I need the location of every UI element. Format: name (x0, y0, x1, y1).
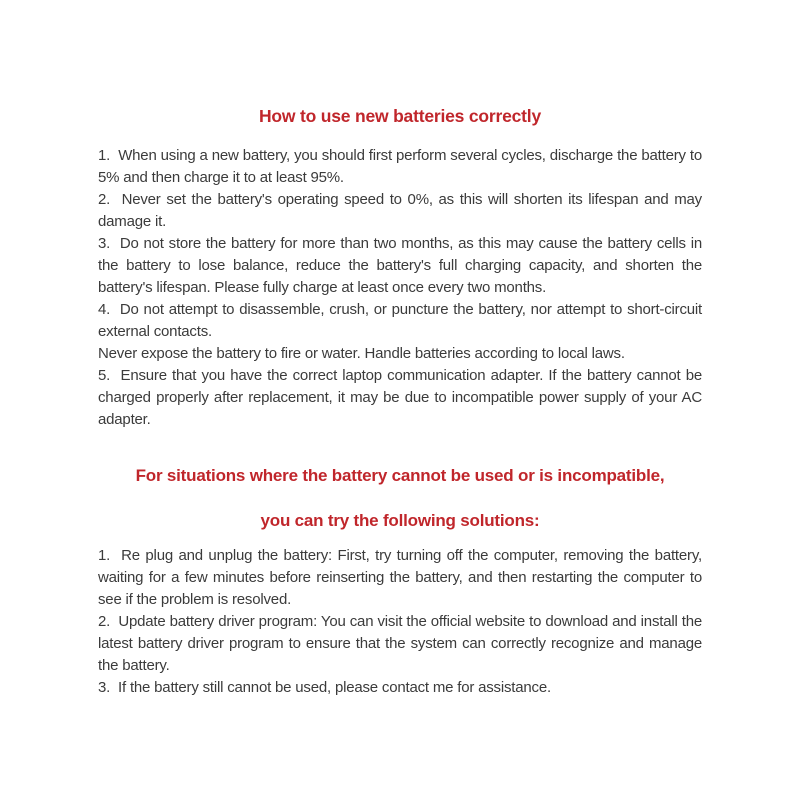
page-title: How to use new batteries correctly (258, 106, 542, 126)
instruction-item: Never expose the battery to fire or water. Handle batteries according to local laws. (98, 345, 625, 362)
troubleshooting-heading-line1: For situations where the battery cannot be used or is incompatible, (135, 466, 665, 485)
instruction-item: 1. When using a new battery, you should first perform several cycles, discharge the battery to 5% and then charge it to at least 95%. (98, 147, 702, 186)
usage-instructions-list (98, 145, 702, 431)
instruction-item: 4. Do not attempt to disassemble, crush, or puncture the battery, nor attempt to short-circuit external contacts. (98, 301, 702, 340)
troubleshooting-step: 2. Update battery driver program: You can visit the official website to download and install the latest battery driver program to ensure that the system can correctly recognize and manage the battery. (98, 613, 702, 674)
instruction-item: 3. Do not store the battery for more than two months, as this may cause the battery cells in the battery to lose balance, reduce the battery's full charging capacity, and shorten the battery's lifespan. Please fully charge at least once every two months. (98, 235, 702, 296)
troubleshooting-step: 1. Re plug and unplug the battery: First, try turning off the computer, removing the battery, waiting for a few minutes before reinserting the battery, and then restarting the computer to see if the problem is resolved. (98, 547, 702, 608)
instruction-item: 5. Ensure that you have the correct laptop communication adapter. If the battery cannot be charged properly after replacement, it may be due to incompatible power supply of your AC adapter. (98, 367, 702, 428)
instruction-item: 2. Never set the battery's operating speed to 0%, as this will shorten its lifespan and may damage it. (98, 191, 702, 230)
document-content (98, 0, 702, 699)
troubleshooting-step: 3. If the battery still cannot be used, please contact me for assistance. (98, 679, 551, 696)
troubleshooting-steps-list (98, 545, 702, 699)
troubleshooting-heading-line2: you can try the following solutions: (260, 511, 540, 530)
